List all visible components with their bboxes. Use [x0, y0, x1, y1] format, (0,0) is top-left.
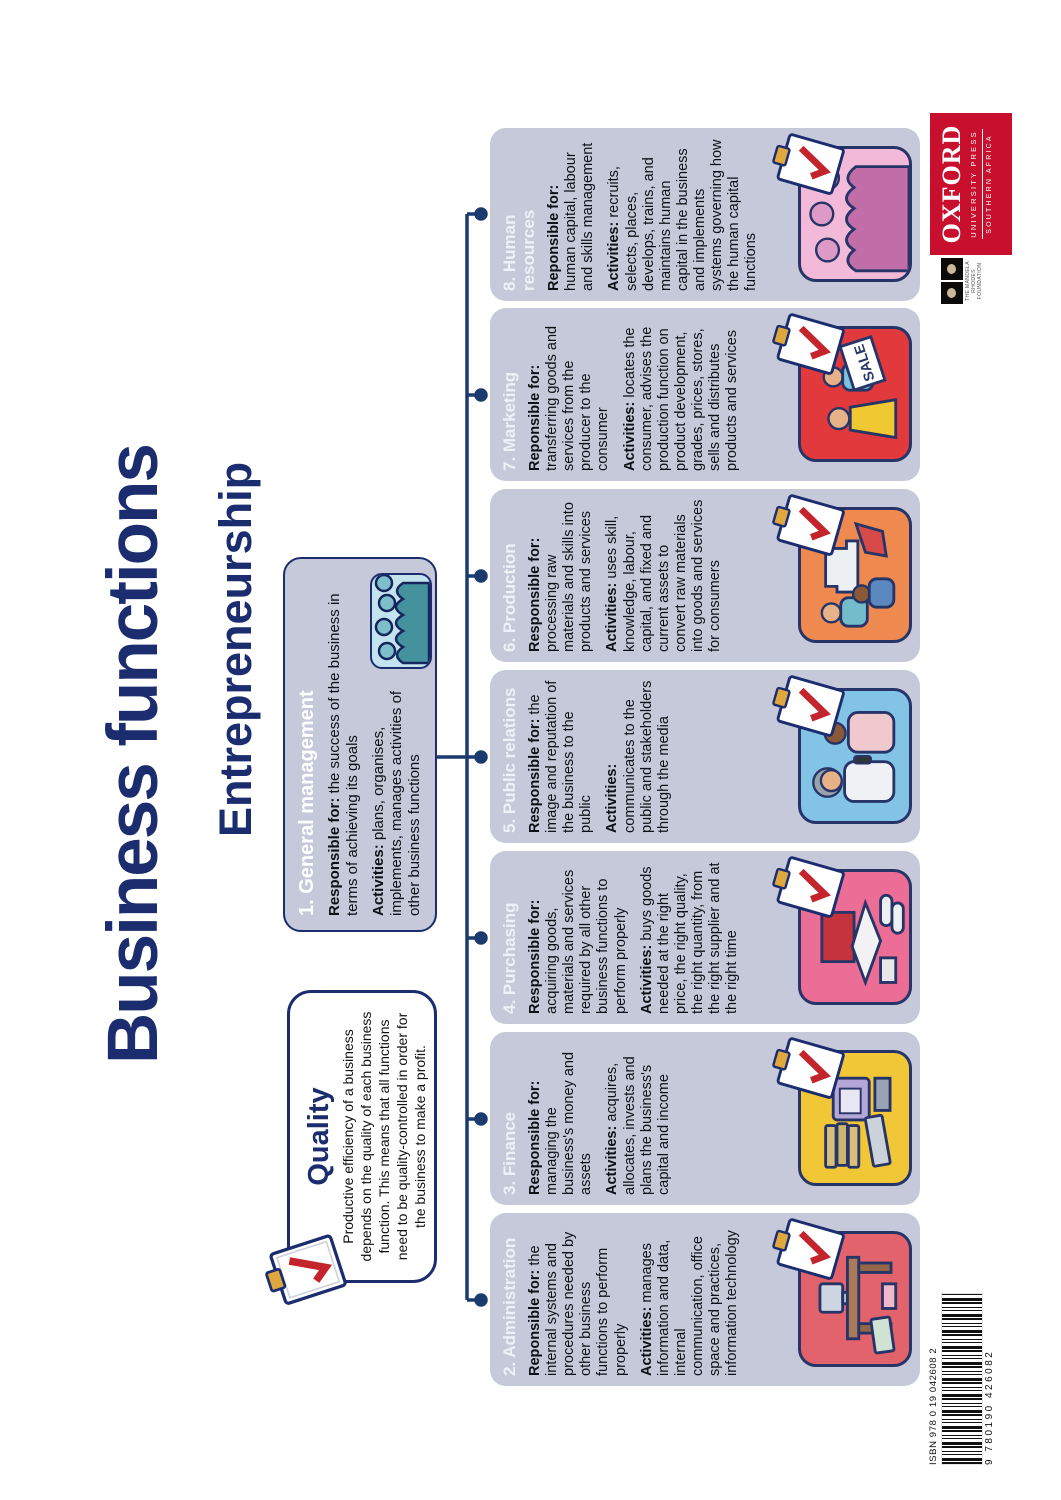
foundation-emblem-icon — [941, 258, 963, 280]
poster-title: Business functions — [94, 445, 173, 1064]
card-label: 7. Marketing — [500, 371, 519, 471]
general-management-responsible: Responsible for: the success of the business in terms of achieving its goals — [326, 593, 362, 916]
card-label: 6. Production — [500, 543, 519, 652]
sale-sign-text: SALE — [851, 342, 879, 384]
general-management-box — [283, 557, 437, 932]
card-label: 2. Administration — [500, 1237, 519, 1376]
card-activities: Activities: recruits, selects, places, develops, trains, and maintains human capital in the business and implements systems governing how the human capital functions — [606, 139, 760, 291]
quality-body: Productive efficiency of a business depends on the quality of each business function. This means that all functions need to be quality-controlled in order for the business to make a profit. — [340, 1011, 428, 1262]
card-responsible: Reponsible for: human capital, labour and skills management — [546, 142, 597, 291]
publisher-line2: SOUTHERN AFRICA — [986, 134, 993, 234]
card-activities: Activities: acquires, allocates, invests and plans the business's capital and income — [604, 1056, 672, 1195]
card-label: 8. Human resources — [500, 209, 539, 291]
function-card-production — [490, 489, 920, 662]
card-activities: Activities: communicates to the public and stakeholders through the media — [604, 680, 672, 833]
card-activities: Activities: uses skill, knowledge, labour, capital, and fixed and current assets to convert raw materials into goods and services for consumers — [604, 499, 724, 652]
card-activities: Activities: manages information and data, internal communication, office space and practices, information technology — [638, 1230, 741, 1376]
function-card-administration — [490, 1213, 920, 1386]
barcode-bars — [941, 1293, 983, 1465]
card-responsible: Responsible for: acquiring goods, materials and services required by all other business functions to perform properly — [527, 869, 629, 1014]
function-card-purchasing — [490, 851, 920, 1024]
card-label: 5. Public relations — [500, 687, 519, 833]
card-activities: Activities: buys goods needed at the right price, the right quality, the right quantity, from the right supplier and at the right time — [638, 862, 741, 1014]
function-card-marketing — [490, 308, 920, 481]
poster-subtitle: Entrepreneurship — [210, 461, 261, 837]
function-card-finance — [490, 1032, 920, 1205]
logo-divider — [982, 129, 983, 240]
general-management-activities: Activities: plans, organises, implements, manages activities of other business functions — [369, 690, 424, 916]
clipboard-check-icon — [256, 1227, 352, 1314]
card-responsible: Responsible for: the image and reputation of the business to the public — [527, 680, 595, 833]
function-card-public-relations — [490, 670, 920, 843]
card-responsible: Reponsible for: transferring goods and services from the producer to the consumer — [527, 325, 612, 471]
function-card-human-resources — [490, 128, 920, 301]
publisher-line1: UNIVERSITY PRESS — [969, 130, 978, 238]
isbn-digits: 9 780190 426082 — [984, 1349, 995, 1465]
publisher-name: OXFORD — [937, 124, 966, 244]
card-responsible: Reponsible for: the internal systems and procedures needed by other business functions to perform properly — [527, 1231, 629, 1376]
quality-box — [287, 990, 437, 1283]
card-responsible: Responsible for: managing the business's money and assets — [527, 1051, 595, 1195]
oxford-university-press-logo — [930, 113, 1012, 255]
foundation-caption: THE MANDELA RHODES FOUNDATION — [965, 261, 983, 301]
card-label: 3. Finance — [500, 1111, 519, 1195]
quality-title: Quality — [303, 1087, 335, 1186]
general-management-label: 1. General management — [296, 690, 318, 916]
mandela-rhodes-foundation-logo — [941, 254, 983, 308]
card-label: 4. Purchasing — [500, 902, 519, 1014]
card-responsible: Responsible for: processing raw materials and skills into products and services — [527, 502, 595, 652]
foundation-emblem-icon — [941, 282, 963, 304]
card-activities: Activities: locates the consumer, advises the production function on product development, grades, prices, stores, sells and distributes products and services — [621, 326, 741, 471]
isbn-label: ISBN 978 0 19 042608 2 — [928, 1347, 939, 1465]
people-crowd-icon — [370, 573, 432, 669]
isbn-barcode — [928, 1287, 995, 1465]
